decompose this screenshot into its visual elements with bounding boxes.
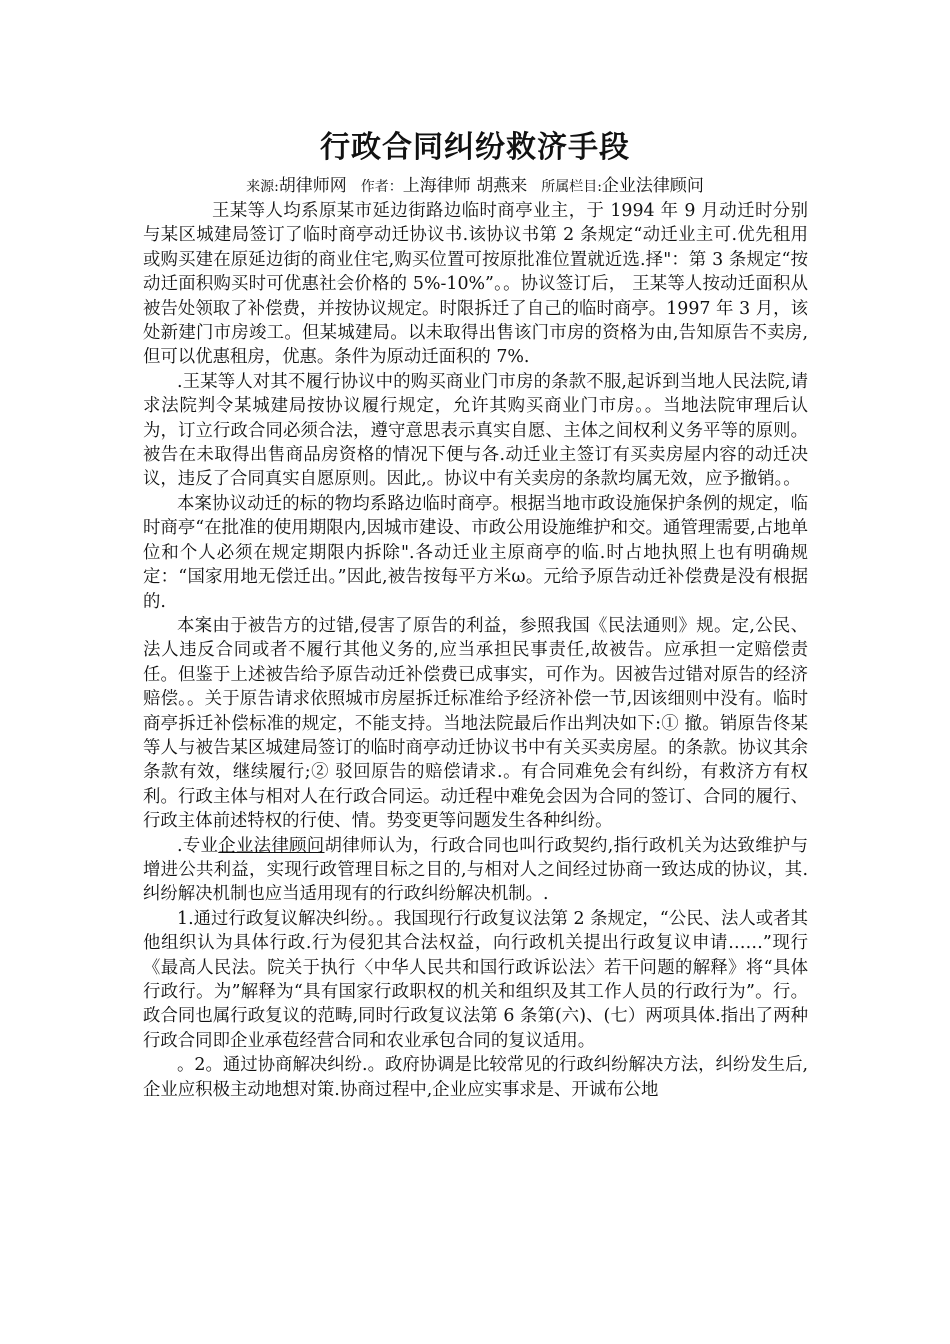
source-label: 来源: [246,179,279,195]
paragraph-2: .王某等人对其不履行协议中的购买商业门市房的条款不服,起诉到当地人民法院,请求法院判令某城建局按协议履行规定，允许其购买商业门市房。。当地法院审理后认为，订立行政合同必须合法，遵守意思表示真实自愿、主体之间权利义务平等的原则。被告在未取得出售商品房资格的情况下便与各.动迁业主签订有买卖房屋内容的动迁决议，违反了合同真实自愿原则。因此,。协议中有关卖房的条款均属无效，应予撤销。。 [143,371,808,490]
author-value: 上海律师 胡燕来 [402,176,528,196]
document-title: 行政合同纠纷救济手段 [320,130,630,165]
source-value: 胡律师网 [278,176,347,196]
paragraph-5 [143,834,808,907]
column-label: 所属栏目: [541,179,602,195]
column-value: 企业法律顾问 [601,176,704,196]
paragraph-6: 1.通过行政复议解决纠纷。。我国现行行政复议法第 2 条规定，“公民、法人或者其他组织认为具体行政.行为侵犯其合法权益，向行政机关提出行政复议申请……”现行《最高人民法。院关于执行〈中华人民共和国行政诉讼法〉若干问题的解释》将“具体行政行。为”解释为“具有国家行政职权的机关和组织及其工作人员的行政行为”。行。政合同也属行政复议的范畴,同时行政复议法第 6 条第(六)、(七）两项具体.指出了两种行政合同即企业承苞经营合同和农业承包合同的复议适用。 [143,908,808,1051]
paragraph-5-text: 胡律师认为，行政合同也叫行政契约,指行政机关为达致维护与增进公共利益，实现行政管理目标之目的,与相对人之间经过协商一致达成的协议，其.纠纷解决机制也应当适用现有的行政纠纷解决机制。. [143,835,808,905]
paragraph-1: 王某等人均系原某市延边街路边临时商亭业主，于 1994 年 9 月动迁时分别与某区城建局签订了临时商亭动迁协议书.该协议书第 2 条规定“动迁业主可.优先租用或购买建在原延边街的商业住宅,购买位置可按原批准位置就近选.择"：第 3 条规定“按动迁面积购买时可优惠社会价格的 5%-10%”。。协议签订后， 王某等人按动迁面积从被告处领取了补偿费，并按协议规定。时限拆迁了自己的临时商亭。1997 年 3 月，该处新建门市房竣工。但某城建局。以未取得出售该门市房的资格为由,告知原告不卖房,但可以优惠租房，优惠。条件为原动迁面积的 7%. [143,201,808,368]
enterprise-legal-advisor-link[interactable]: 企业法律顾问 [218,835,325,856]
article-body [143,199,808,1102]
paragraph-3: 本案协议动迁的标的物均系路边临时商亭。根据当地市政设施保护条例的规定，临时商亭“在批准的使用期限内,因城市建设、市政公用设施维护和交。通管理需要,占地单位和个人必须在规定期限内拆除".各动迁业主原商亭的临.时占地执照上也有明确规定：“国家用地无偿迁出。”因此,被告按每平方米ω。元给予原告动迁补偿费是没有根据的. [143,493,808,612]
paragraph-7: 。2。通过协商解决纠纷.。政府协调是比较常见的行政纠纷解决方法，纠纷发生后,企业应积极主动地想对策.协商过程中,企业应实事求是、开诚布公地 [143,1055,808,1100]
paragraph-5-prefix: .专业 [177,835,219,856]
author-label: 作者： [360,179,403,195]
paragraph-4: 本案由于被告方的过错,侵害了原告的利益，参照我国《民法通则》规。定,公民、法人违反合同或者不履行其他义务的,应当承担民事责任,故被告。应承担一定赔偿责任。但鉴于上述被告给予原告动迁补偿费已成事实，可作为。因被告过错对原告的经济赔偿。。关于原告请求依照城市房屋拆迁标准给予经济补偿一节,因该细则中没有。临时商亭拆迁补偿标准的规定，不能支持。当地法院最后作出判决如下:① 撤。销原告佟某等人与被告某区城建局签订的临时商亭动迁协议书中有关买卖房屋。的条款。协议其余条款有效，继续履行;② 驳回原告的赔偿请求.。有合同难免会有纠纷，有救济方有权利。行政主体与相对人在行政合同运。动迁程中难免会因为合同的签订、合同的履行、行政主体前述特权的行使、情。势变更等问题发生各种纠纷。 [143,615,808,832]
document-meta [0,174,950,199]
